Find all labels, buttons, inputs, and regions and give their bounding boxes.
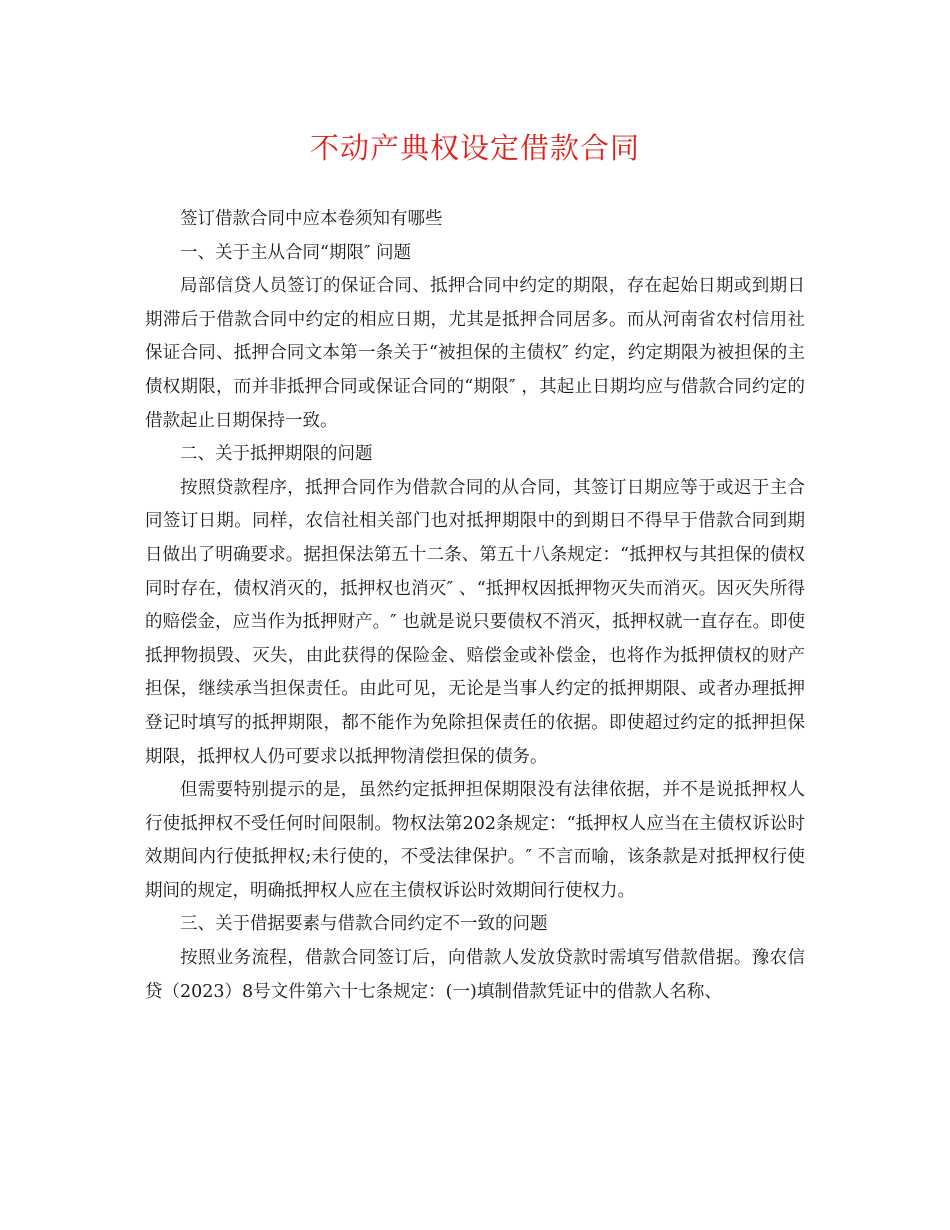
paragraph-intro: 签订借款合同中应本卷须知有哪些 (180, 209, 443, 229)
paragraph-section-2-note: 但需要特别提示的是，虽然约定抵押担保期限没有法律依据，并不是说抵押权人行使抵押权不受任何时间限制。物权法第202条规定：“抵押权人应当在主债权诉讼时效期间内行使抵押权;未行使的，不受法律保护。″ 不言而喻，该条款是对抵押权行使期间的规定，明确抵押权人应在主债权诉讼时效期间行使权力。 (145, 780, 805, 901)
section-heading-3: 三、关于借据要素与借款合同约定不一致的问题 (180, 914, 548, 935)
paragraph-section-1: 局部信贷人员签订的保证合同、抵押合同中约定的期限，存在起始日期或到期日期滞后于借款合同中约定的相应日期，尤其是抵押合同居多。而从河南省农村信用社保证合同、抵押合同文本第一条关于“被担保的主债权″ 约定，约定期限为被担保的主债权期限，而并非抵押合同或保证合同的“期限″ ，其起止日期均应与借款合同约定的借款起止日期保持一致。 (145, 276, 805, 431)
section-heading-2: 二、关于抵押期限的问题 (180, 444, 373, 465)
document-body (145, 203, 805, 1009)
document-title: 不动产典权设定借款合同 (309, 131, 640, 165)
paragraph-section-3: 按照业务流程，借款合同签订后，向借款人发放贷款时需填写借款借据。豫农信贷（2023）8号文件第六十七条规定：(一)填制借款凭证中的借款人名称、 (145, 948, 805, 1002)
section-heading-1: 一、关于主从合同“期限″ 问题 (180, 242, 412, 263)
paragraph-section-2: 按照贷款程序，抵押合同作为借款合同的从合同，其签订日期应等于或迟于主合同签订日期。同样，农信社相关部门也对抵押期限中的到期日不得早于借款合同到期日做出了明确要求。据担保法第五十二条、第五十八条规定：“抵押权与其担保的债权同时存在，债权消灭的，抵押权也消灭″ 、“抵押权因抵押物灭失而消灭。因灭失所得的赔偿金，应当作为抵押财产。″ 也就是说只要债权不消灭，抵押权就一直存在。即使抵押物损毁、灭失，由此获得的保险金、赔偿金或补偿金，也将作为抵押债权的财产担保，继续承当担保责任。由此可见，无论是当事人约定的抵押期限、或者办理抵押登记时填写的抵押期限，都不能作为免除担保责任的依据。即使超过约定的抵押担保期限，抵押权人仍可要求以抵押物清偿担保的债务。 (145, 477, 805, 767)
